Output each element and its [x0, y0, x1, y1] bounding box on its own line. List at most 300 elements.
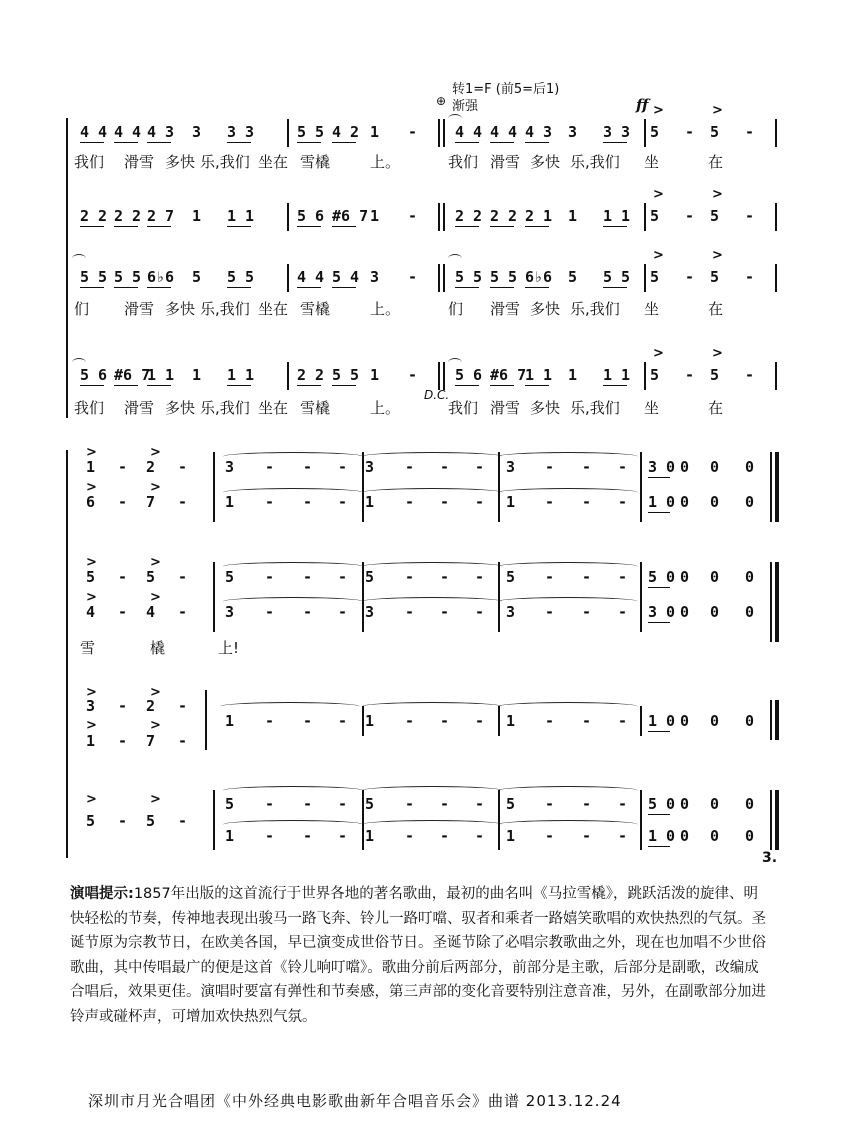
staff-3-note: 0 [710, 712, 720, 730]
barline [640, 790, 642, 850]
barline [287, 362, 289, 390]
tie-arc [362, 786, 502, 795]
accent-mark: > [86, 590, 97, 605]
staff-4-top-note: - [440, 795, 450, 813]
staff-1-bottom-note: 7 [146, 493, 156, 511]
notes-text: 1857年出版的这首流行于世界各地的著名歌曲，最初的曲名叫《马拉雪橇》，跳跃活泼的旋律、明快轻松的节奏，传神地表现出骏马一路飞奔、铃儿一路叮噹、驭者和乘者一路嬉笑歌唱的欢快热烈的气氛。圣诞节原为宗教节日，在欧美各国，早已演变成世俗节日。圣诞节除了必唱宗教歌曲之外，现在也加唱不少世俗歌曲，其中传唱最广的便是这首《铃儿响叮噹》。歌曲分前后两部分，前部分是主歌，后部分是副歌，改编成合唱后，效果更佳。演唱时要富有弹性和节奏感，第三声部的变化音要特别注意音准，另外，在副歌部分加进铃声或碰杯声，可增加欢快热烈气氛。 [70, 886, 766, 1025]
staff-1-bottom-note: 0 [680, 493, 690, 511]
voice-2-note: 1 1 [603, 207, 631, 225]
staff-2-bottom-note: - [405, 603, 415, 621]
voice-1-lyric: 乐,我们 [200, 153, 250, 171]
staff-3-left-bottom-note: 1 [86, 732, 96, 750]
tie-arc [223, 562, 363, 571]
tie-arc [223, 488, 363, 497]
staff-4-bottom-note: 1 [506, 827, 516, 845]
tie-arc [362, 597, 502, 606]
voice-4-lyric: 多快 [530, 399, 561, 417]
voice-1-note: 4 4 [80, 123, 108, 141]
staff-4-left-note: 5 [146, 812, 156, 830]
voice-4-lyric: 多快 [165, 399, 196, 417]
accent-mark: > [150, 445, 161, 460]
beam-line [332, 287, 356, 288]
beam-line [332, 385, 356, 386]
staff-2-bottom-note: - [265, 603, 275, 621]
staff-4-bottom-note: 0 [710, 827, 720, 845]
barline [775, 790, 779, 850]
staff-4-bottom-note: 1 0 [648, 827, 676, 845]
tie-arc [448, 114, 462, 123]
beam-line [297, 385, 321, 386]
voice-3-note: 5 5 [490, 268, 518, 286]
staff-2-bottom-note: - [475, 603, 485, 621]
staff-1-top-note: 0 [680, 458, 690, 476]
tie-arc [362, 702, 502, 711]
beam-line [525, 142, 549, 143]
barline [770, 700, 772, 740]
staff-4-top-note: 5 [225, 795, 235, 813]
voice-4-note: #6 7 [490, 366, 527, 384]
staff-1-bottom-note: 1 0 [648, 493, 676, 511]
voice-3-note: 5 4 [332, 268, 360, 286]
voice-1-lyric: 我们 [74, 153, 105, 171]
voice-4-note: 5 [650, 366, 660, 384]
beam-line [114, 385, 138, 386]
voice-1-lyric: 多快 [530, 153, 561, 171]
voice-3-lyric: 坐 [644, 300, 660, 318]
staff-2-bottom-note: - [618, 603, 628, 621]
beam-line [80, 142, 104, 143]
staff-2-top-note: - [475, 568, 485, 586]
voice-2-note: 5 [650, 207, 660, 225]
barline [640, 562, 642, 632]
voice-3-lyric: 乐,我们 [200, 300, 250, 318]
beam-line [525, 287, 549, 288]
voice-2-note: 2 2 [80, 207, 108, 225]
staff-1-bottom-note: 0 [710, 493, 720, 511]
staff-4-bottom-note: 0 [680, 827, 690, 845]
voice-4-lyric: 我们 [448, 399, 479, 417]
voice-4-lyric: 上。 [370, 399, 401, 417]
voice-3-lyric: 多快 [530, 300, 561, 318]
voice-2-note: 1 [568, 207, 578, 225]
staff-4-top-note: 5 0 [648, 795, 676, 813]
staff-2-top-note: - [178, 568, 188, 586]
barline [640, 706, 642, 736]
accent-mark: > [653, 187, 664, 202]
system-1-bracket [66, 118, 68, 418]
barline [770, 452, 772, 522]
barline [775, 119, 777, 147]
voice-3-lyric: 坐在 [258, 300, 289, 318]
staff-3-note: 1 [506, 712, 516, 730]
accent-mark: > [712, 187, 723, 202]
tie-arc [223, 452, 363, 461]
voice-4-note: 5 5 [332, 366, 360, 384]
staff-2-bottom-note: - [545, 603, 555, 621]
voice-1-note: 1 [370, 123, 380, 141]
voice-1-note: 3 [568, 123, 578, 141]
accent-mark: > [712, 346, 723, 361]
tie-arc [220, 702, 360, 711]
barline [775, 203, 777, 231]
barline [443, 119, 445, 147]
voice-2-note: - [685, 207, 695, 225]
barline [443, 203, 445, 231]
voice-3-note: - [745, 268, 755, 286]
barline [205, 690, 207, 750]
barline [498, 562, 500, 632]
voice-1-note: 4 4 [455, 123, 483, 141]
beam-line [227, 385, 251, 386]
staff-1-top-note: 3 [225, 458, 235, 476]
staff-1-bottom-note: - [475, 493, 485, 511]
barline [640, 452, 642, 522]
staff-2-bottom-note: 0 [710, 603, 720, 621]
barline [775, 264, 777, 292]
voice-1-note: 5 [710, 123, 720, 141]
voice-4-note: #6 7 [114, 366, 151, 384]
voice-3-note: 6♭6 [525, 268, 553, 286]
staff-1-top-note: - [265, 458, 275, 476]
beam-line [648, 814, 670, 815]
staff-4-top-note: - [338, 795, 348, 813]
beam-line [227, 287, 251, 288]
voice-3-lyric: 滑雪 [124, 300, 155, 318]
voice-4-lyric: 滑雪 [490, 399, 521, 417]
voice-4-note: - [745, 366, 755, 384]
beam-line [332, 142, 356, 143]
staff-4-top-note: - [618, 795, 628, 813]
staff-4-top-note: 5 [365, 795, 375, 813]
key-change-label: 转1=F (前5=后1) [452, 82, 560, 97]
voice-3-lyric: 们 [74, 300, 90, 318]
voice-2-note: 2 1 [525, 207, 553, 225]
barline [362, 562, 364, 632]
voice-1-note: - [745, 123, 755, 141]
voice-3-note: 3 [370, 268, 380, 286]
staff-3-left-top-note: - [118, 697, 128, 715]
staff-1-bottom-note: - [265, 493, 275, 511]
accent-mark: > [86, 445, 97, 460]
staff-3-note: - [545, 712, 555, 730]
voice-3-note: 5 5 [455, 268, 483, 286]
staff-1-bottom-note: 6 [86, 493, 96, 511]
staff-4-top-note: - [405, 795, 415, 813]
accent-mark: > [86, 685, 97, 700]
voice-3-lyric: 在 [708, 300, 724, 318]
barline [438, 264, 440, 292]
barline [770, 790, 772, 850]
voice-4-note: 1 1 [525, 366, 553, 384]
staff-2-bottom-note: 0 [745, 603, 755, 621]
staff-1-top-note: 2 [146, 458, 156, 476]
tie-arc [72, 254, 86, 263]
beam-line [114, 226, 138, 227]
voice-3-note: 5 5 [114, 268, 142, 286]
voice-2-note: 1 1 [227, 207, 255, 225]
beam-line [80, 287, 104, 288]
voice-1-note: 3 3 [227, 123, 255, 141]
barline [213, 562, 215, 632]
voice-4-lyric: 雪橇 [300, 399, 331, 417]
barline [498, 452, 500, 522]
voice-1-lyric: 滑雪 [490, 153, 521, 171]
staff-2-bottom-note: 3 0 [648, 603, 676, 621]
accent-mark: > [150, 685, 161, 700]
voice-1-note: 5 [650, 123, 660, 141]
staff-3-left-bottom-note: - [178, 732, 188, 750]
beam-line [147, 385, 171, 386]
tie-arc [362, 452, 502, 461]
staff-4-top-note: - [475, 795, 485, 813]
accent-mark: > [712, 103, 723, 118]
page-number: 3. [762, 850, 778, 866]
staff-2-top-note: - [545, 568, 555, 586]
staff-2-top-note: 0 [710, 568, 720, 586]
staff-1-top-note: - [303, 458, 313, 476]
staff-3-left-bottom-note: - [118, 732, 128, 750]
beam-line [297, 142, 321, 143]
staff-4-bottom-note: - [545, 827, 555, 845]
barline [775, 700, 779, 740]
beam-line [490, 226, 514, 227]
accent-mark: > [150, 792, 161, 807]
staff-2-bottom-note: 3 [365, 603, 375, 621]
barline [644, 119, 646, 147]
dynamic-label: 渐强 [452, 99, 479, 114]
voice-4-note: 1 1 [147, 366, 175, 384]
staff-1-bottom-note: - [545, 493, 555, 511]
staff-1-bottom-note: - [178, 493, 188, 511]
accent-mark: > [86, 718, 97, 733]
staff-2-top-note: 5 [225, 568, 235, 586]
tie-arc [498, 562, 638, 571]
staff-3-note: - [265, 712, 275, 730]
barline [498, 790, 500, 850]
staff-1-top-note: 3 [365, 458, 375, 476]
voice-1-note: 4 3 [525, 123, 553, 141]
staff-3-note: 1 [365, 712, 375, 730]
voice-4-lyric: 我们 [74, 399, 105, 417]
staff-4-left-note: - [118, 812, 128, 830]
barline [287, 264, 289, 292]
barline [644, 362, 646, 390]
staff-2-bottom-note: 3 [506, 603, 516, 621]
voice-1-lyric: 我们 [448, 153, 479, 171]
voice-3-lyric: 们 [448, 300, 464, 318]
tie-arc [498, 820, 638, 829]
voice-3-note: 5 5 [80, 268, 108, 286]
accent-mark: > [150, 555, 161, 570]
tie-arc [223, 820, 363, 829]
beam-line [648, 587, 670, 588]
staff-3-left-top-note: 2 [146, 697, 156, 715]
staff-1-top-note: 3 0 [648, 458, 676, 476]
beam-line [648, 846, 670, 847]
staff-3-note: 1 0 [648, 712, 676, 730]
voice-3-note: 5 [650, 268, 660, 286]
staff-1-bottom-note: - [618, 493, 628, 511]
staff-4-left-note: 5 [86, 812, 96, 830]
beam-line [455, 287, 479, 288]
staff-3-note: - [582, 712, 592, 730]
fortissimo-mark: ff [636, 96, 649, 114]
voice-4-note: 1 1 [227, 366, 255, 384]
beam-line [114, 287, 138, 288]
system-2-lyric: 上! [218, 639, 240, 657]
tie-arc [498, 702, 638, 711]
voice-4-note: - [408, 366, 418, 384]
staff-2-bottom-note: 4 [146, 603, 156, 621]
voice-2-note: - [745, 207, 755, 225]
staff-2-top-note: - [618, 568, 628, 586]
voice-3-note: 5 5 [227, 268, 255, 286]
beam-line [297, 287, 321, 288]
voice-4-lyric: 坐在 [258, 399, 289, 417]
voice-1-note: 3 3 [603, 123, 631, 141]
beam-line [525, 385, 549, 386]
staff-2-bottom-note: - [303, 603, 313, 621]
notes-label: 演唱提示: [70, 886, 134, 902]
staff-1-top-note: 0 [745, 458, 755, 476]
voice-1-lyric: 多快 [165, 153, 196, 171]
beam-line [525, 226, 549, 227]
voice-1-note: - [685, 123, 695, 141]
beam-line [80, 385, 104, 386]
voice-3-note: - [408, 268, 418, 286]
voice-1-note: 4 4 [490, 123, 518, 141]
voice-2-note: 2 2 [490, 207, 518, 225]
voice-2-note: #6 7 [332, 207, 369, 225]
staff-1-top-note: 1 [86, 458, 96, 476]
voice-3-note: 5 [568, 268, 578, 286]
staff-3-note: - [618, 712, 628, 730]
beam-line [603, 142, 627, 143]
tie-arc [223, 597, 363, 606]
staff-3-left-bottom-note: 7 [146, 732, 156, 750]
staff-2-top-note: - [118, 568, 128, 586]
voice-3-note: 5 [710, 268, 720, 286]
tie-arc [362, 562, 502, 571]
staff-3-left-top-note: 3 [86, 697, 96, 715]
barline [287, 203, 289, 231]
staff-1-bottom-note: - [303, 493, 313, 511]
voice-4-note: 2 2 [297, 366, 325, 384]
voice-1-note: 4 3 [147, 123, 175, 141]
barline [775, 562, 779, 642]
staff-1-top-note: - [545, 458, 555, 476]
barline [362, 452, 364, 522]
staff-3-note: 0 [680, 712, 690, 730]
tie-arc [498, 452, 638, 461]
voice-2-note: 2 2 [455, 207, 483, 225]
barline [775, 362, 777, 390]
voice-1-lyric: 乐,我们 [570, 153, 620, 171]
staff-4-bottom-note: 1 [225, 827, 235, 845]
beam-line [147, 287, 171, 288]
staff-1-top-note: - [118, 458, 128, 476]
staff-1-top-note: - [178, 458, 188, 476]
staff-1-bottom-note: 0 [745, 493, 755, 511]
voice-2-note: 1 [370, 207, 380, 225]
voice-4-note: 1 [192, 366, 202, 384]
staff-1-top-note: - [405, 458, 415, 476]
staff-2-top-note: 5 [146, 568, 156, 586]
voice-4-lyric: 乐,我们 [200, 399, 250, 417]
accent-mark: > [653, 346, 664, 361]
voice-1-note: 4 4 [114, 123, 142, 141]
staff-2-top-note: 0 [680, 568, 690, 586]
voice-4-lyric: 坐 [644, 399, 660, 417]
staff-1-bottom-note: 1 [225, 493, 235, 511]
beam-line [490, 142, 514, 143]
staff-1-bottom-note: - [338, 493, 348, 511]
system-2-lyric: 雪 [80, 639, 96, 657]
tie-arc [498, 488, 638, 497]
barline [213, 452, 215, 522]
staff-4-top-note: 0 [745, 795, 755, 813]
voice-2-note: 5 [710, 207, 720, 225]
voice-2-note: - [408, 207, 418, 225]
voice-3-lyric: 上。 [370, 300, 401, 318]
barline [775, 452, 779, 522]
voice-4-note: 5 6 [455, 366, 483, 384]
staff-1-top-note: 3 [506, 458, 516, 476]
barline [443, 264, 445, 292]
dc-mark: D.C. [424, 388, 450, 402]
voice-4-note: - [685, 366, 695, 384]
beam-line [147, 142, 171, 143]
staff-4-bottom-note: - [618, 827, 628, 845]
staff-1-top-note: - [582, 458, 592, 476]
tie-arc [362, 488, 502, 497]
staff-2-bottom-note: - [178, 603, 188, 621]
barline [443, 362, 445, 390]
staff-4-top-note: - [582, 795, 592, 813]
beam-line [227, 226, 251, 227]
staff-4-left-note: - [178, 812, 188, 830]
staff-2-top-note: - [303, 568, 313, 586]
voice-1-lyric: 滑雪 [124, 153, 155, 171]
staff-4-bottom-note: - [582, 827, 592, 845]
staff-4-bottom-note: - [338, 827, 348, 845]
voice-3-lyric: 多快 [165, 300, 196, 318]
voice-4-note: 5 6 [80, 366, 108, 384]
barline [362, 790, 364, 850]
staff-3-note: - [405, 712, 415, 730]
beam-line [147, 226, 171, 227]
accent-mark: > [653, 248, 664, 263]
staff-4-bottom-note: - [303, 827, 313, 845]
voice-4-note: 1 [370, 366, 380, 384]
accent-mark: > [150, 718, 161, 733]
staff-3-note: - [440, 712, 450, 730]
staff-2-top-note: - [265, 568, 275, 586]
barline [438, 362, 440, 390]
beam-line [648, 622, 670, 623]
voice-4-note: 1 [568, 366, 578, 384]
barline [770, 562, 772, 642]
voice-1-lyric: 上。 [370, 153, 401, 171]
staff-1-bottom-note: - [405, 493, 415, 511]
beam-line [80, 226, 104, 227]
staff-4-bottom-note: - [440, 827, 450, 845]
staff-1-top-note: 0 [710, 458, 720, 476]
tie-arc [448, 254, 462, 263]
voice-3-lyric: 雪橇 [300, 300, 331, 318]
voice-4-lyric: 滑雪 [124, 399, 155, 417]
voice-1-lyric: 在 [708, 153, 724, 171]
